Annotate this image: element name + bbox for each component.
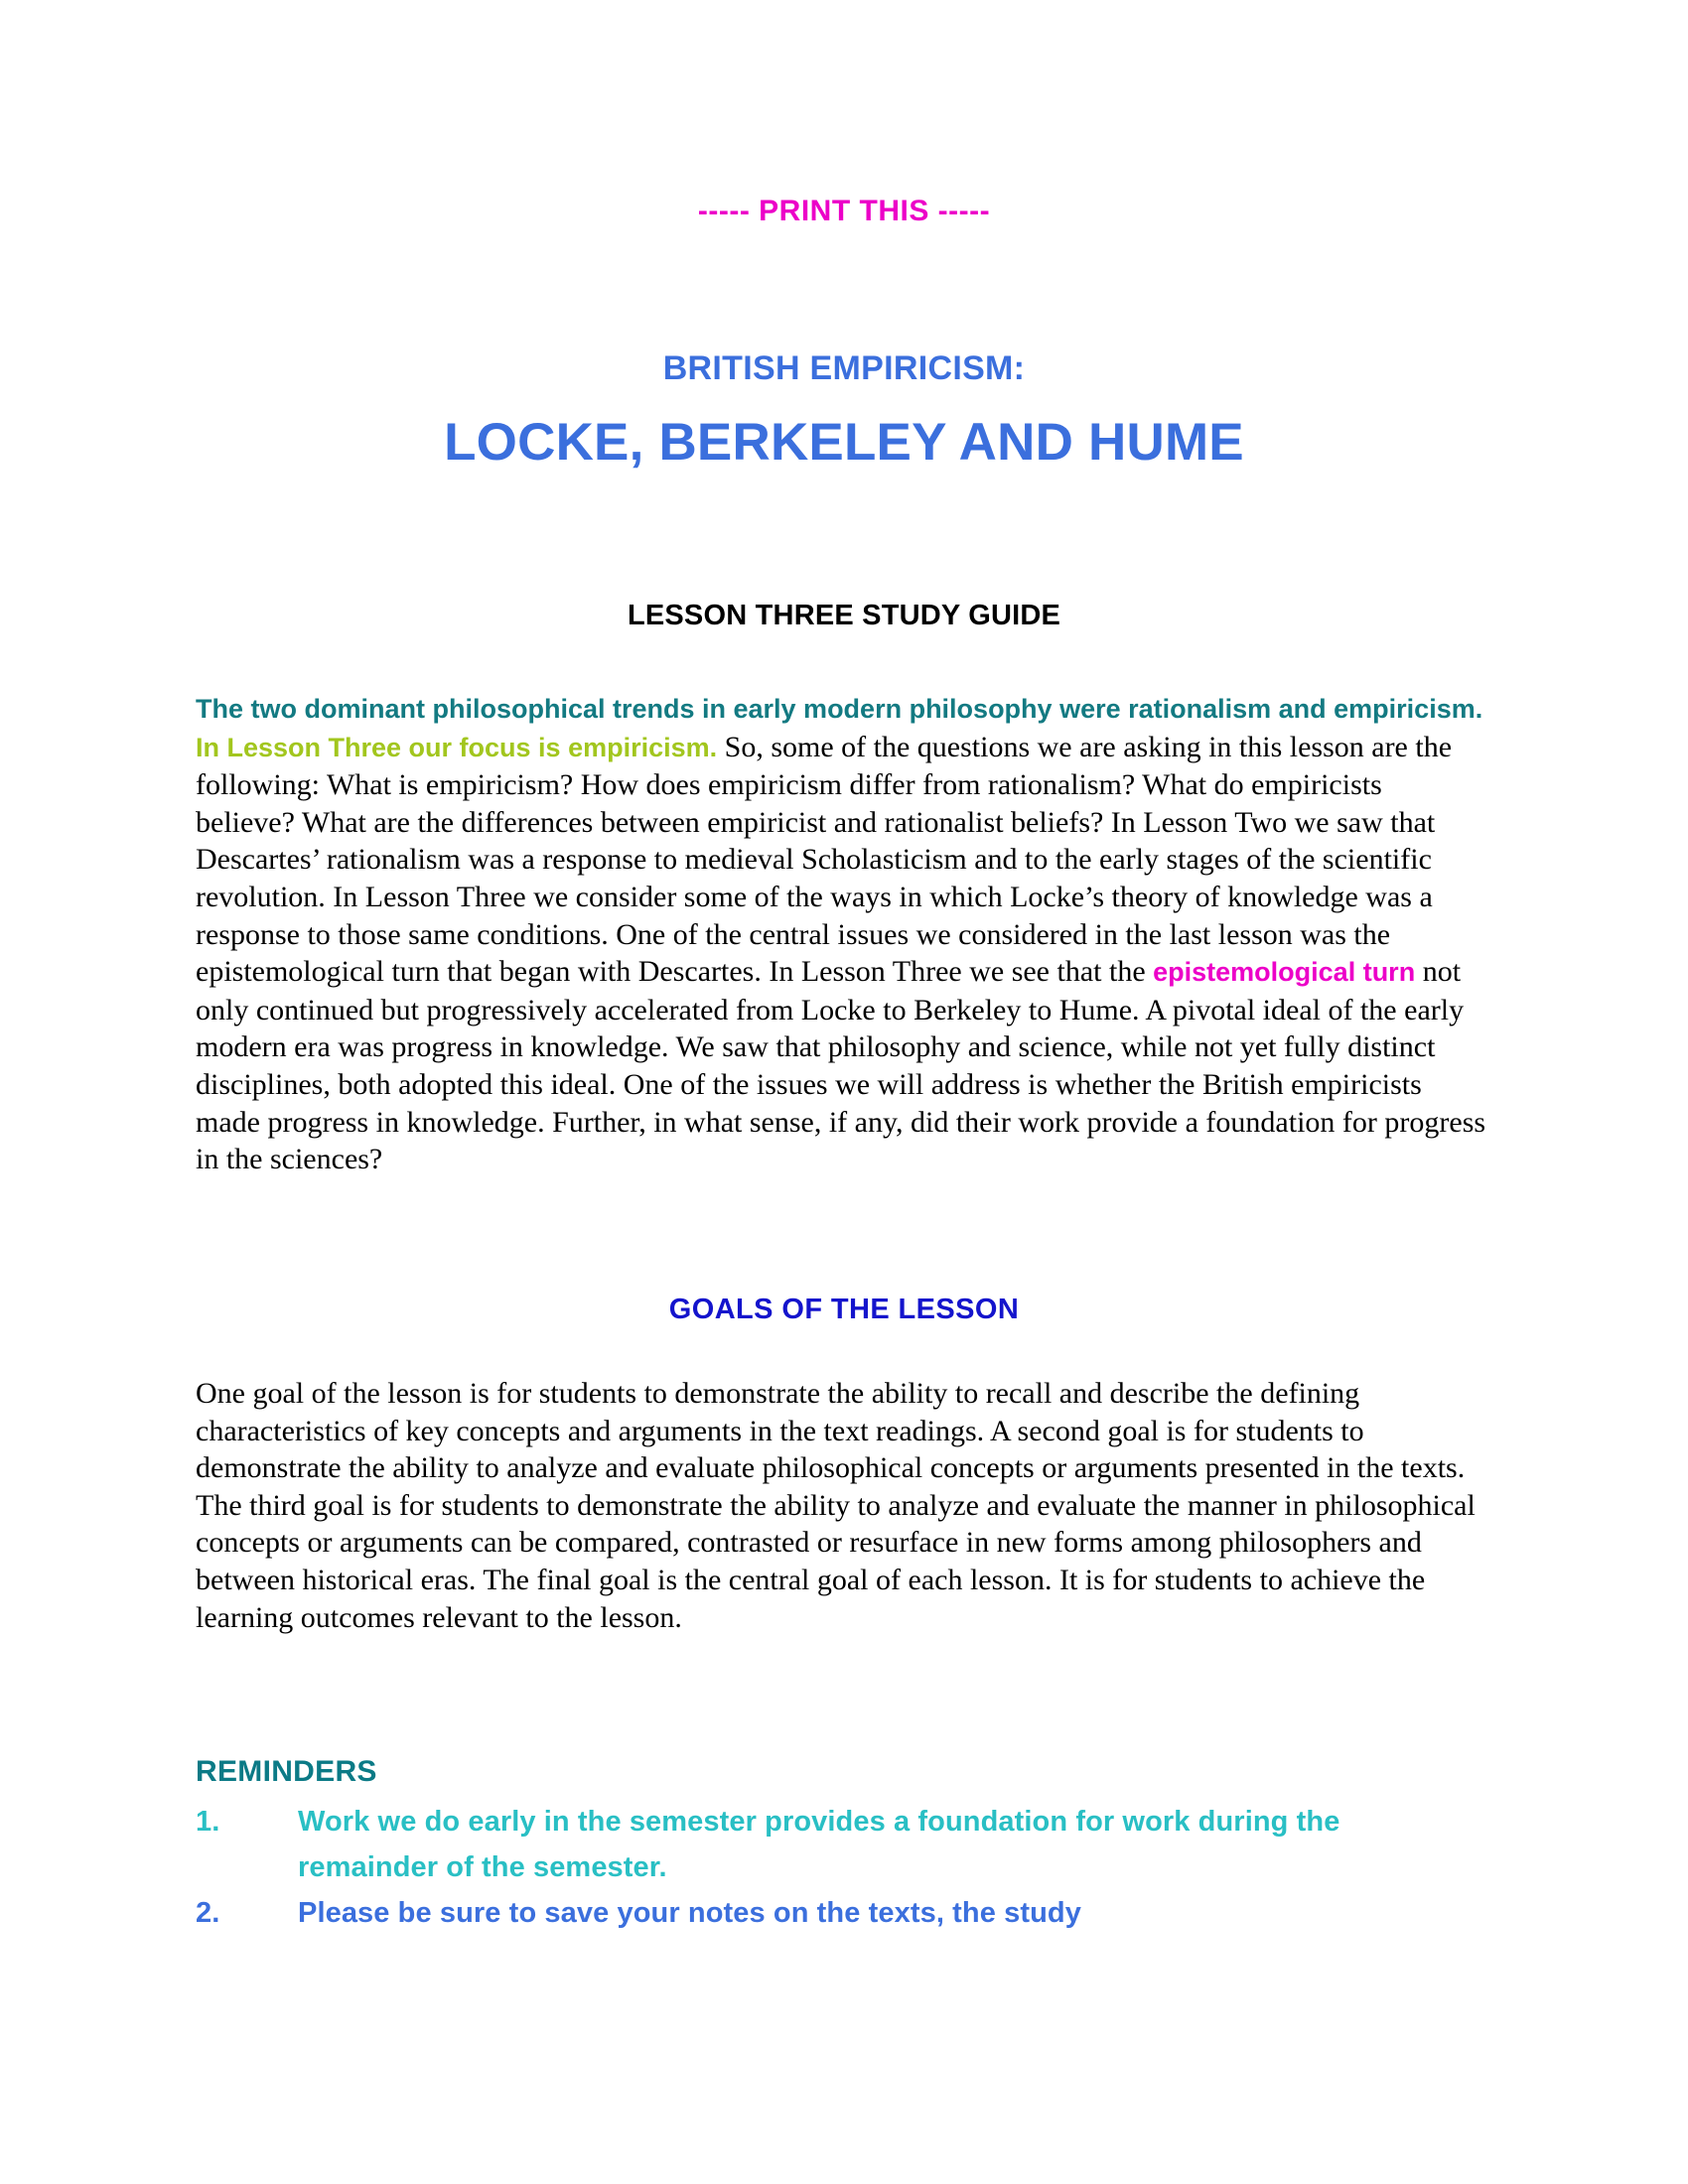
intro-paragraph [196,690,1486,1178]
goals-paragraph: One goal of the lesson is for students to demonstrate the ability to recall and describe the defining characteristics of key concepts and arguments in the text readings. A second goal is for students to demonstrate the ability to analyze and evaluate philosophical concepts or arguments presented in the texts. The third goal is for students to demonstrate the ability to analyze and evaluate the manner in philosophical concepts or arguments can be compared, contrasted or resurface in new forms among philosophers and between historical eras. The final goal is the central goal of each lesson. It is for students to achieve the learning outcomes relevant to the lesson. [196,1377,1476,1634]
document-subtitle: BRITISH EMPIRICISM: [662,349,1026,387]
reminders-heading: REMINDERS [196,1755,377,1788]
intro-highlight-magenta: epistemological turn [1153,957,1416,988]
intro-highlight-teal: The two dominant philosophical trends in early modern philosophy were rationalism and empiricism. [196,694,1483,724]
reminders-list [196,1799,1486,1936]
goals-heading: GOALS OF THE LESSON [668,1294,1020,1325]
list-item [196,1799,1486,1890]
study-guide-label: LESSON THREE STUDY GUIDE [627,600,1061,631]
reminder-number: 2. [196,1897,220,1929]
list-item [196,1890,1486,1936]
reminder-text: Work we do early in the semester provides a foundation for work during the remainder of the semester. [298,1806,1340,1883]
intro-highlight-green: In Lesson Three our focus is empiricism. [196,732,718,762]
reminder-text: Please be sure to save your notes on the texts, the study [298,1897,1081,1929]
reminder-number: 1. [196,1806,220,1838]
intro-body-part-1: So, some of the questions we are asking in this lesson are the following: What is empiricism? How does empiricism differ from rationalism? What do empiricists believe? What are the differences between empiricist and rationalist beliefs? In Lesson Two we saw that Descartes’ rationalism was a response to medieval Scholasticism and to the early stages of the scientific revolution. In Lesson Three we consider some of the ways in which Locke’s theory of knowledge was a response to those same conditions. One of the central issues we considered in the last lesson was the epistemological turn that began with Descartes. In Lesson Three we see that the [196,730,1453,989]
document-title: LOCKE, BERKELEY AND HUME [444,413,1244,472]
print-this-notice: ----- PRINT THIS ----- [697,195,991,227]
intro-body-part-2: not only continued but progressively accelerated from Locke to Berkeley to Hume. A pivotal ideal of the early modern era was progress in knowledge. We saw that philosophy and science, while not yet fully distinct disciplines, both adopted this ideal. One of the issues we will address is whether the British empiricists made progress in knowledge. Further, in what sense, if any, did their work provide a foundation for progress in the sciences? [196,955,1486,1176]
